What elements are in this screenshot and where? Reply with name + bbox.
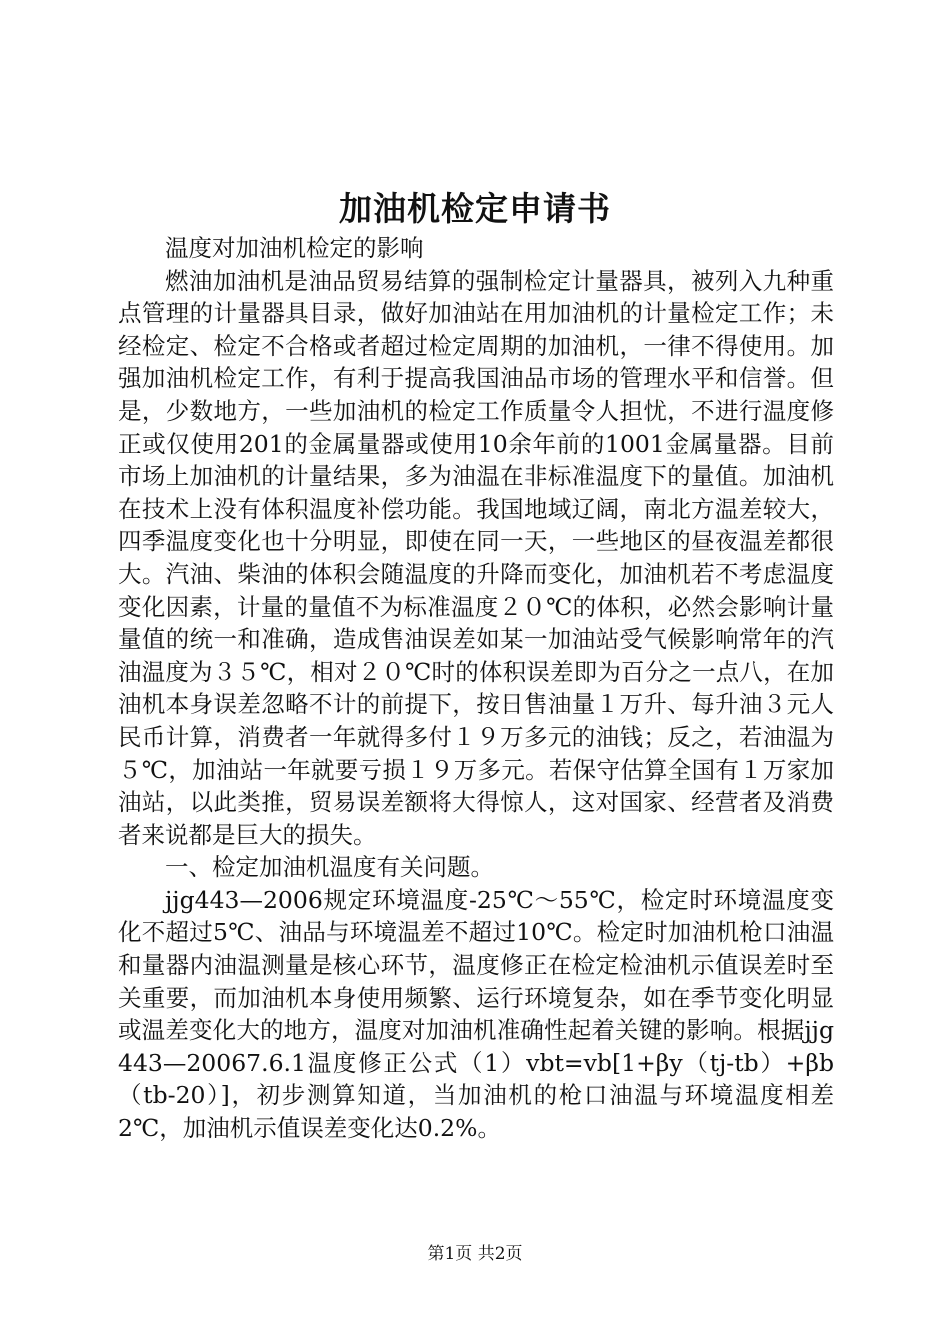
document-body	[118, 232, 834, 1145]
body-paragraph: jjg443—2006规定环境温度-25℃～55℃，检定时环境温度变化不超过5℃、油品与环境温差不超过10℃。检定时加油机枪口油温和量器内油温测量是核心环节，温度修正在检定检油机示值误差时至关重要，而加油机本身使用频繁、运行环境复杂，如在季节变化明显或温差变化大的地方，温度对加油机准确性起着关键的影响。根据jjg443—20067.6.1温度修正公式（1）vbt=vb[1+βy（tj-tb）+βb（tb-20）]，初步测算知道，当加油机的枪口油温与环境温度相差2℃，加油机示值误差变化达0.2%。	[118, 885, 834, 1143]
page-number-footer: 第1页 共2页	[427, 1244, 523, 1264]
document-title: 加油机检定申请书	[339, 189, 611, 228]
body-paragraph: 燃油加油机是油品贸易结算的强制检定计量器具，被列入九种重点管理的计量器具目录，做好加油站在用加油机的计量检定工作；未经检定、检定不合格或者超过检定周期的加油机，一律不得使用。加强加油机检定工作，有利于提高我国油品市场的管理水平和信誉。但是，少数地方，一些加油机的检定工作质量令人担忧，不进行温度修正或仅使用201的金属量器或使用10余年前的1001金属量器。目前市场上加油机的计量结果，多为油温在非标准温度下的量值。加油机在技术上没有体积温度补偿功能。我国地域辽阔，南北方温差较大，四季温度变化也十分明显，即使在同一天，一些地区的昼夜温差都很大。汽油、柴油的体积会随温度的升降而变化，加油机若不考虑温度变化因素，计量的量值不为标准温度２０℃的体积，必然会影响计量量值的统一和准确，造成售油误差如某一加油站受气候影响常年的汽油温度为３５℃，相对２０℃时的体积误差即为百分之一点八，在加油机本身误差忽略不计的前提下，按日售油量１万升、每升油３元人民币计算，消费者一年就得多付１９万多元的油钱；反之，若油温为５℃，加油站一年就要亏损１９万多元。若保守估算全国有１万家加油站，以此类推，贸易误差额将大得惊人，这对国家、经营者及消费者来说都是巨大的损失。	[118, 266, 834, 849]
section-heading: 一、检定加油机温度有关问题。	[165, 853, 494, 882]
section-heading: 温度对加油机检定的影响	[165, 234, 424, 262]
